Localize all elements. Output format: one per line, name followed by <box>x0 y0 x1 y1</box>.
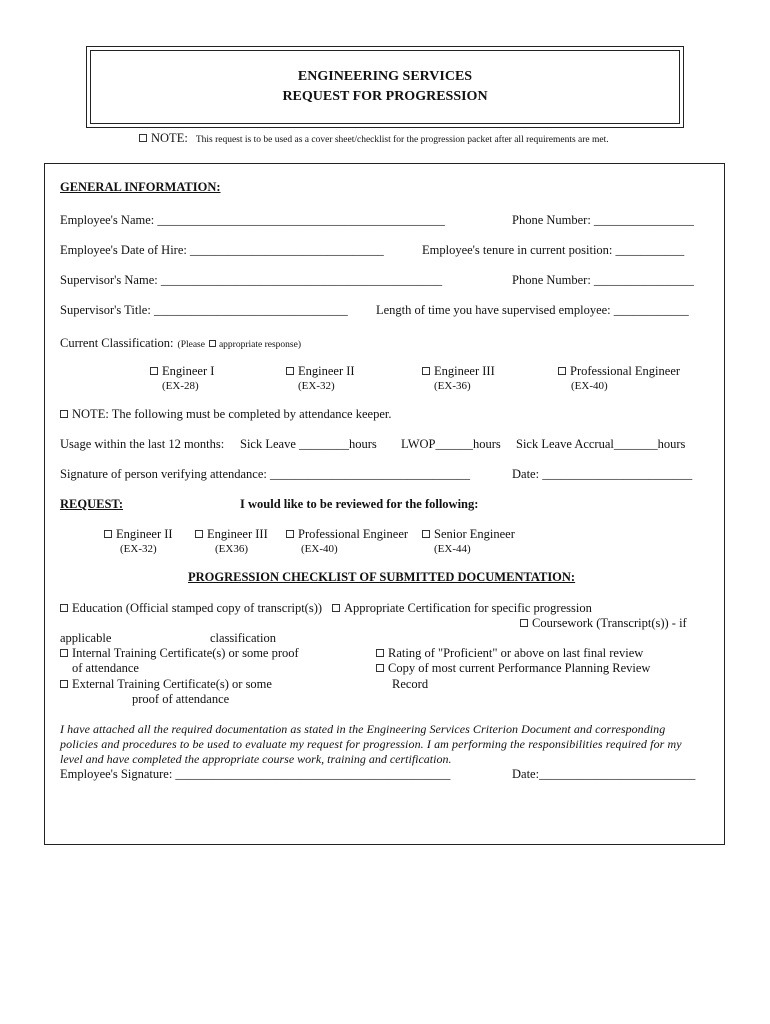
option-label: Engineer III <box>434 364 495 378</box>
attendance-date-field[interactable]: Date: ________________________ <box>512 467 693 481</box>
classification-code: (EX-28) <box>162 380 199 392</box>
checklist-heading-text: PROGRESSION CHECKLIST OF SUBMITTED DOCUMENTATION: <box>188 570 576 584</box>
checklist-item-label: Rating of "Proficient" or above on last final review <box>388 646 644 660</box>
checkbox-icon[interactable] <box>376 664 384 672</box>
checkbox-icon[interactable] <box>60 649 68 657</box>
classification-option-engineer-i[interactable] <box>150 364 214 379</box>
classification-code: (EX-32) <box>298 380 335 392</box>
attendance-note-text: NOTE: The following must be completed by attendance keeper. <box>72 407 392 421</box>
checkbox-icon[interactable] <box>60 680 68 688</box>
title-box <box>86 46 684 128</box>
general-info-heading: GENERAL INFORMATION: <box>60 180 221 194</box>
checkbox-icon[interactable] <box>376 649 384 657</box>
tenure-field[interactable]: Employee's tenure in current position: ___________ <box>422 243 685 257</box>
request-option-engineer-iii[interactable] <box>195 527 268 542</box>
checklist-item-label: Internal Training Certificate(s) or some proof <box>72 646 299 660</box>
attendance-note <box>60 407 391 422</box>
current-classification <box>60 334 301 352</box>
note-checkbox-icon <box>139 134 147 142</box>
classification-option-engineer-iii[interactable] <box>422 364 495 379</box>
attendance-signature-field[interactable]: Signature of person verifying attendance: ________________________________ <box>60 467 470 481</box>
supervisor-phone-field[interactable]: Phone Number: ________________ <box>512 273 694 287</box>
note-checkbox-icon <box>60 410 68 418</box>
checklist-classification: classification <box>210 631 276 645</box>
classification-option-professional-engineer[interactable] <box>558 364 680 379</box>
classification-label: Current Classification: <box>60 336 174 350</box>
checkbox-icon[interactable] <box>286 367 294 375</box>
employee-signature-date-field[interactable]: Date:_________________________ <box>512 767 696 781</box>
option-label: Engineer I <box>162 364 215 378</box>
request-code: (EX-32) <box>120 543 157 555</box>
checkbox-icon[interactable] <box>332 604 340 612</box>
option-label: Engineer II <box>116 527 173 541</box>
checkbox-icon[interactable] <box>422 530 430 538</box>
header-note <box>139 129 609 147</box>
option-label: Professional Engineer <box>570 364 681 378</box>
checklist-external-training-cont: proof of attendance <box>132 692 230 706</box>
classification-hint-end: appropriate response) <box>218 340 302 350</box>
checklist-item-label: Coursework (Transcript(s)) - if <box>532 616 687 630</box>
checklist-certification[interactable] <box>332 601 592 616</box>
request-code: (EX-40) <box>301 543 338 555</box>
sick-leave-accrual-field[interactable]: Sick Leave Accrual_______hours <box>516 437 686 451</box>
option-label: Engineer III <box>207 527 268 541</box>
date-of-hire-field[interactable]: Employee's Date of Hire: _______________________________ <box>60 243 384 257</box>
declaration-line-1: I have attached all the required documentation as stated in the Engineering Services Criterion Document and corresponding <box>60 722 666 736</box>
checklist-internal-training-cont: of attendance <box>72 661 139 675</box>
header-note-label: NOTE: <box>151 131 188 145</box>
employee-phone-field[interactable]: Phone Number: ________________ <box>512 213 694 227</box>
checkbox-icon[interactable] <box>520 619 528 627</box>
checklist-rating[interactable] <box>376 646 643 661</box>
lwop-field[interactable]: LWOP______hours <box>401 437 501 451</box>
checklist-internal-training[interactable] <box>60 646 299 661</box>
checkbox-icon[interactable] <box>286 530 294 538</box>
declaration-line-3: level and have completed the appropriate course work, training and certification. <box>60 752 452 766</box>
checkbox-icon[interactable] <box>104 530 112 538</box>
checklist-performance-review-cont: Record <box>392 677 429 691</box>
form-title-line1: ENGINEERING SERVICES <box>297 69 473 84</box>
checkbox-icon[interactable] <box>195 530 203 538</box>
checklist-coursework[interactable] <box>520 616 687 631</box>
option-label: Professional Engineer <box>298 527 409 541</box>
classification-hint-start: (Please <box>177 340 205 350</box>
request-option-engineer-ii[interactable] <box>104 527 173 542</box>
classification-code: (EX-36) <box>434 380 471 392</box>
classification-option-engineer-ii[interactable] <box>286 364 355 379</box>
employee-name-field[interactable]: Employee's Name: ______________________________________________ <box>60 213 445 227</box>
checkbox-icon[interactable] <box>150 367 158 375</box>
request-heading: REQUEST: <box>60 497 123 511</box>
checklist-heading <box>188 570 575 585</box>
option-label: Engineer II <box>298 364 355 378</box>
employee-signature-field[interactable]: Employee's Signature: ____________________________________________ <box>60 767 451 781</box>
checklist-external-training[interactable] <box>60 677 272 692</box>
checklist-applicable: applicable <box>60 631 112 645</box>
request-option-senior-engineer[interactable] <box>422 527 515 542</box>
form-title-line2: REQUEST FOR PROGRESSION <box>282 89 488 104</box>
checklist-education[interactable] <box>60 601 322 616</box>
length-supervised-field[interactable]: Length of time you have supervised employee: ____________ <box>376 303 689 317</box>
checklist-item-label: Appropriate Certification for specific progression <box>344 601 592 615</box>
checklist-item-label: Education (Official stamped copy of transcript(s)) <box>72 601 323 615</box>
checkbox-icon[interactable] <box>422 367 430 375</box>
checklist-item-label: Copy of most current Performance Planning Review <box>388 661 651 675</box>
checklist-performance-review[interactable] <box>376 661 650 676</box>
request-prompt: I would like to be reviewed for the following: <box>240 497 479 511</box>
checklist-item-label: External Training Certificate(s) or some <box>72 677 272 691</box>
request-code: (EX36) <box>215 543 248 555</box>
checkbox-icon[interactable] <box>60 604 68 612</box>
sick-leave-field[interactable]: Sick Leave ________hours <box>240 437 377 451</box>
supervisor-name-field[interactable]: Supervisor's Name: _____________________________________________ <box>60 273 443 287</box>
request-code: (EX-44) <box>434 543 471 555</box>
title-inner-border <box>90 50 680 124</box>
classification-code: (EX-40) <box>571 380 608 392</box>
usage-label: Usage within the last 12 months: <box>60 437 225 451</box>
declaration-line-2: policies and procedures to be used to evaluate my request for progression. I am performing the responsibilities required for my <box>60 737 682 751</box>
request-option-professional-engineer[interactable] <box>286 527 408 542</box>
header-note-text: This request is to be used as a cover sheet/checklist for the progression packet after all requirements are met. <box>195 135 609 145</box>
supervisor-title-field[interactable]: Supervisor's Title: _______________________________ <box>60 303 348 317</box>
checkbox-icon[interactable] <box>558 367 566 375</box>
option-label: Senior Engineer <box>434 527 515 541</box>
hint-checkbox-icon <box>209 340 216 347</box>
